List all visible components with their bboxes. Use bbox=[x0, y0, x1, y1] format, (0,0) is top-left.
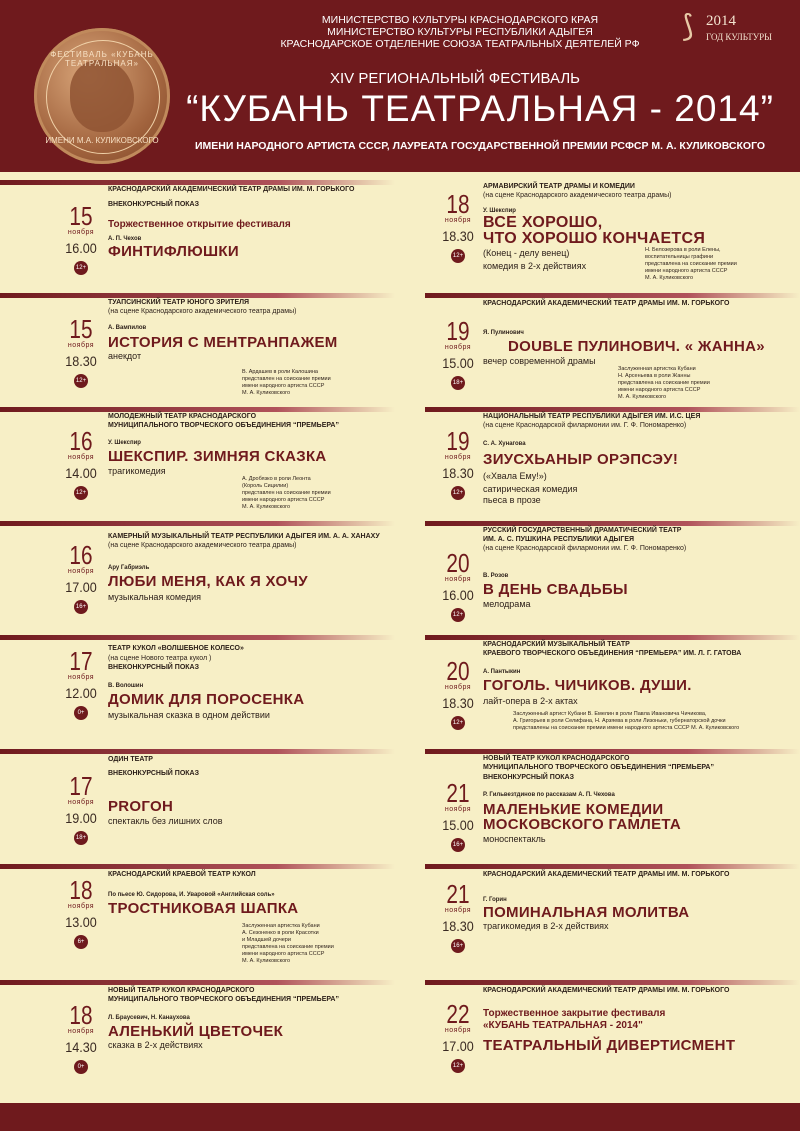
day: 17 bbox=[69, 646, 93, 676]
author: С. А. Хунагова bbox=[483, 441, 526, 447]
organizers bbox=[270, 14, 650, 50]
day: 16 bbox=[69, 426, 93, 456]
day: 20 bbox=[446, 656, 470, 686]
time: 16.00 bbox=[442, 587, 474, 603]
year-of-culture-logo bbox=[676, 10, 786, 50]
genre: трагикомедия в 2-х действиях bbox=[483, 921, 609, 931]
time: 14.30 bbox=[65, 1039, 97, 1055]
author: А. П. Чехов bbox=[108, 236, 142, 242]
age-badge: 12+ bbox=[74, 486, 88, 500]
play-title: ИСТОРИЯ С МЕНТРАНПАЖЕМ bbox=[108, 334, 338, 351]
genre-line3: пьеса в прозе bbox=[483, 495, 541, 505]
author: Г. Горин bbox=[483, 897, 507, 903]
date-block bbox=[431, 189, 485, 263]
note-line: М. А. Куликовского bbox=[618, 394, 667, 400]
program-entry bbox=[425, 180, 800, 285]
theatre-name: АРМАВИРСКИЙ ТЕАТР ДРАМЫ И КОМЕДИИ bbox=[483, 183, 635, 190]
day: 18 bbox=[446, 189, 470, 219]
author: А. Вампилов bbox=[108, 325, 147, 331]
play-title-line2: МОСКОВСКОГО ГАМЛЕТА bbox=[483, 816, 682, 833]
entry-divider bbox=[0, 980, 395, 985]
theatre-name-line2: МУНИЦИПАЛЬНОГО ТВОРЧЕСКОГО ОБЪЕДИНЕНИЯ “ПРЕМЬЕРА” bbox=[108, 996, 339, 1003]
portrait-icon bbox=[70, 60, 134, 132]
date-block bbox=[54, 314, 108, 388]
play-title: ТРОСТНИКОВАЯ ШАПКА bbox=[108, 900, 299, 917]
date-block bbox=[54, 201, 108, 275]
note-line: М. А. Куликовского bbox=[645, 275, 694, 281]
theatre-name-line2: ИМ. А. С. ПУШКИНА РЕСПУБЛИКИ АДЫГЕЯ bbox=[483, 536, 635, 543]
time: 19.00 bbox=[65, 810, 97, 826]
time: 12.00 bbox=[65, 685, 97, 701]
date-block bbox=[431, 999, 485, 1073]
day: 21 bbox=[446, 879, 470, 909]
author: Я. Пулинович bbox=[483, 330, 524, 336]
author: У. Шекспир bbox=[108, 440, 141, 446]
note-line: М. А. Куликовского bbox=[242, 504, 291, 510]
month: ноября bbox=[444, 576, 472, 583]
genre: (Конец - делу венец) bbox=[483, 248, 570, 258]
time: 16.00 bbox=[65, 240, 97, 256]
age-badge: 6+ bbox=[74, 935, 88, 949]
genre: спектакль без лишних слов bbox=[108, 816, 223, 826]
note-line: (Король Сицилии) bbox=[242, 483, 289, 489]
program-entry bbox=[0, 980, 395, 1090]
theatre-name: ОДИН ТЕАТР bbox=[108, 756, 153, 763]
play-title: ТЕАТРАЛЬНЫЙ ДИВЕРТИСМЕНТ bbox=[483, 1037, 736, 1054]
date-block bbox=[54, 875, 108, 949]
author: Л. Браусевич, Н. Канаухова bbox=[108, 1015, 190, 1021]
closing-ceremony-title: «КУБАНЬ ТЕАТРАЛЬНАЯ - 2014" bbox=[483, 1020, 643, 1031]
author: В. Волошин bbox=[108, 683, 144, 689]
genre-line2: комедия в 2-х действиях bbox=[483, 261, 587, 271]
venue: (на сцене Краснодарского академического театра драмы) bbox=[108, 542, 297, 549]
main-title: “КУБАНЬ ТЕАТРАЛЬНАЯ - 2014” bbox=[186, 88, 774, 129]
author: У. Шекспир bbox=[483, 208, 516, 214]
play-title: ФИНТИФЛЮШКИ bbox=[108, 243, 239, 260]
age-badge: 16+ bbox=[451, 939, 465, 953]
program-entry bbox=[425, 293, 800, 401]
time: 14.00 bbox=[65, 465, 97, 481]
theatre-name: МОЛОДЕЖНЫЙ ТЕАТР КРАСНОДАРСКОГО bbox=[108, 413, 257, 420]
month: ноября bbox=[444, 454, 472, 461]
theatre-name: НОВЫЙ ТЕАТР КУКОЛ КРАСНОДАРСКОГО bbox=[108, 987, 255, 994]
program-entry bbox=[0, 864, 395, 972]
organizer-line: МИНИСТЕРСТВО КУЛЬТУРЫ КРАСНОДАРСКОГО КРАЯ bbox=[321, 14, 599, 26]
note-line: представлен на соискание премии bbox=[242, 490, 331, 496]
note-line: В. Ардашев в роли Калошина bbox=[242, 369, 318, 375]
wheat-icon: ⟆ bbox=[682, 10, 694, 43]
time: 17.00 bbox=[442, 1038, 474, 1054]
festival-medal-logo bbox=[34, 28, 170, 164]
author: В. Розов bbox=[483, 573, 509, 579]
age-badge: 12+ bbox=[451, 486, 465, 500]
venue: (на сцене Краснодарского академического театра драмы) bbox=[108, 308, 297, 315]
age-badge: 12+ bbox=[451, 608, 465, 622]
theatre-name-line2: МУНИЦИПАЛЬНОГО ТВОРЧЕСКОГО ОБЪЕДИНЕНИЯ “ПРЕМЬЕРА” bbox=[483, 764, 714, 771]
entry-divider bbox=[0, 521, 395, 526]
non-competitive-label: ВНЕКОНКУРСНЫЙ ПОКАЗ bbox=[108, 770, 199, 777]
nomination-note bbox=[513, 711, 739, 732]
date-block bbox=[54, 540, 108, 614]
organizer-line: КРАСНОДАРСКОЕ ОТДЕЛЕНИЕ СОЮЗА ТЕАТРАЛЬНЫХ ДЕЯТЕЛЕЙ РФ bbox=[280, 38, 640, 50]
time: 17.00 bbox=[65, 579, 97, 595]
note-line: представлена на соискание премии bbox=[645, 261, 737, 267]
entry-divider bbox=[425, 293, 800, 298]
theatre-name: РУССКИЙ ГОСУДАРСТВЕННЫЙ ДРАМАТИЧЕСКИЙ ТЕАТР bbox=[483, 527, 682, 534]
day: 22 bbox=[446, 999, 470, 1029]
date-block bbox=[431, 778, 485, 852]
note-line: М. А. Куликовского bbox=[242, 958, 291, 964]
play-title: ШЕКСПИР. ЗИМНЯЯ СКАЗКА bbox=[108, 448, 327, 465]
date-block bbox=[54, 1000, 108, 1074]
time: 18.30 bbox=[442, 465, 474, 481]
note-line: А. Дробязко в роли Леонта bbox=[242, 476, 311, 482]
note-line: А. Григорьев в роли Селифана, Н. Арзяева в роли Лизоньки, губернаторской дочки bbox=[513, 718, 726, 724]
program-entry bbox=[425, 749, 800, 857]
age-badge: 12+ bbox=[451, 1059, 465, 1073]
month: ноября bbox=[444, 806, 472, 813]
non-competitive-label: ВНЕКОНКУРСНЫЙ ПОКАЗ bbox=[108, 201, 199, 208]
medal-text-bottom: ИМЕНИ М.А. КУЛИКОВСКОГО bbox=[45, 136, 159, 145]
program-entry bbox=[0, 180, 395, 285]
month: ноября bbox=[67, 342, 95, 349]
program-entry bbox=[0, 521, 395, 629]
genre-line2: сатирическая комедия bbox=[483, 484, 578, 494]
entry-divider bbox=[425, 864, 800, 869]
play-title: PROГОН bbox=[108, 798, 174, 815]
author: А. Пантыкин bbox=[483, 669, 521, 675]
time: 18.30 bbox=[65, 353, 97, 369]
theatre-name: ТУАПСИНСКИЙ ТЕАТР ЮНОГО ЗРИТЕЛЯ bbox=[108, 299, 250, 306]
age-badge: 12+ bbox=[74, 374, 88, 388]
festival-line: XIV РЕГИОНАЛЬНЫЙ ФЕСТИВАЛЬ bbox=[329, 70, 581, 87]
non-competitive-label: ВНЕКОНКУРСНЫЙ ПОКАЗ bbox=[108, 664, 199, 671]
theatre-name: КРАСНОДАРСКИЙ МУЗЫКАЛЬНЫЙ ТЕАТР bbox=[483, 641, 630, 648]
note-line: имени народного артиста СССР bbox=[645, 268, 728, 274]
genre: музыкальная комедия bbox=[108, 592, 202, 602]
note-line: представлен на соискание премии bbox=[242, 376, 331, 382]
date-block bbox=[431, 879, 485, 953]
poster-header bbox=[0, 0, 800, 172]
day: 18 bbox=[69, 1000, 93, 1030]
entry-divider bbox=[425, 980, 800, 985]
theatre-name-line2: КРАЕВОГО ТВОРЧЕСКОГО ОБЪЕДИНЕНИЯ “ПРЕМЬЕРА” ИМ. Л. Г. ГАТОВА bbox=[483, 650, 742, 657]
venue: (на сцене Краснодарского академического театра драмы) bbox=[483, 192, 672, 199]
opening-ceremony: Торжественное открытие фестиваля bbox=[108, 219, 291, 230]
program-entry bbox=[425, 864, 800, 972]
play-title: ПОМИНАЛЬНАЯ МОЛИТВА bbox=[483, 904, 690, 921]
note-line: А. Сезоненко в роли Красотки bbox=[242, 930, 319, 936]
venue: (на сцене Нового театра кукол ) bbox=[108, 655, 212, 662]
genre: («Хвала Ему!») bbox=[483, 471, 547, 481]
month: ноября bbox=[67, 1028, 95, 1035]
date-block bbox=[431, 656, 485, 730]
venue: (на сцене Краснодарской филармонии им. Г. Ф. Пономаренко) bbox=[483, 545, 687, 552]
note-line: имени народного артиста СССР bbox=[242, 497, 325, 503]
date-block bbox=[431, 426, 485, 500]
program-entry bbox=[0, 293, 395, 401]
program-entry bbox=[0, 407, 395, 515]
month: ноября bbox=[67, 568, 95, 575]
nomination-note bbox=[242, 923, 334, 965]
medal-text-top: ФЕСТИВАЛЬ «КУБАНЬ ТЕАТРАЛЬНАЯ» bbox=[50, 50, 154, 68]
program-entry bbox=[425, 407, 800, 515]
day: 15 bbox=[69, 201, 93, 231]
subtitle: ИМЕНИ НАРОДНОГО АРТИСТА СССР, ЛАУРЕАТА ГОСУДАРСТВЕННОЙ ПРЕМИИ РСФСР М. А. КУЛИКОВСКОГО bbox=[194, 140, 766, 152]
genre: анекдот bbox=[108, 351, 142, 361]
date-block bbox=[54, 426, 108, 500]
month: ноября bbox=[444, 907, 472, 914]
program-entry bbox=[425, 521, 800, 629]
day: 17 bbox=[69, 771, 93, 801]
non-competitive-label: ВНЕКОНКУРСНЫЙ ПОКАЗ bbox=[483, 774, 574, 781]
month: ноября bbox=[67, 799, 95, 806]
theatre-name: КРАСНОДАРСКИЙ АКАДЕМИЧЕСКИЙ ТЕАТР ДРАМЫ ИМ. М. ГОРЬКОГО bbox=[108, 186, 355, 193]
poster-footer bbox=[0, 1103, 800, 1131]
note-line: воспитательницы графини bbox=[645, 254, 714, 260]
age-badge: 0+ bbox=[74, 1060, 88, 1074]
genre: вечер современной драмы bbox=[483, 356, 596, 366]
month: ноября bbox=[444, 684, 472, 691]
day: 18 bbox=[69, 875, 93, 905]
age-badge: 18+ bbox=[451, 376, 465, 390]
time: 18.30 bbox=[442, 918, 474, 934]
play-title: ЛЮБИ МЕНЯ, КАК Я ХОЧУ bbox=[108, 573, 308, 590]
nomination-note bbox=[242, 476, 331, 511]
nomination-note bbox=[645, 247, 737, 282]
play-title: DOUBLE ПУЛИНОВИЧ. « ЖАННА» bbox=[508, 338, 765, 355]
theatre-name: КАМЕРНЫЙ МУЗЫКАЛЬНЫЙ ТЕАТР РЕСПУБЛИКИ АДЫГЕЯ ИМ. А. А. ХАНАХУ bbox=[108, 533, 380, 540]
time: 13.00 bbox=[65, 914, 97, 930]
month: ноября bbox=[444, 217, 472, 224]
age-badge: 16+ bbox=[74, 600, 88, 614]
time: 15.00 bbox=[442, 817, 474, 833]
age-badge: 16+ bbox=[451, 838, 465, 852]
age-badge: 0+ bbox=[74, 706, 88, 720]
organizer-line: МИНИСТЕРСТВО КУЛЬТУРЫ РЕСПУБЛИКИ АДЫГЕЯ bbox=[327, 26, 593, 38]
author: Р. Гильвезтдинов по рассказам А. П. Чехова bbox=[483, 792, 615, 798]
program-entry bbox=[425, 635, 800, 743]
theatre-name: КРАСНОДАРСКИЙ АКАДЕМИЧЕСКИЙ ТЕАТР ДРАМЫ ИМ. М. ГОРЬКОГО bbox=[483, 300, 730, 307]
note-line: и Младшей дочери bbox=[242, 937, 291, 943]
venue: (на сцене Краснодарской филармонии им. Г. Ф. Пономаренко) bbox=[483, 422, 687, 429]
note-line: Н. Арсеньева в роли Жанны bbox=[618, 373, 691, 379]
theatre-name-line2: МУНИЦИПАЛЬНОГО ТВОРЧЕСКОГО ОБЪЕДИНЕНИЯ “ПРЕМЬЕРА” bbox=[108, 422, 339, 429]
play-title: МАЛЕНЬКИЕ КОМЕДИИ bbox=[483, 801, 664, 818]
note-line: Заслуженная артистка Кубани bbox=[618, 366, 696, 372]
genre: трагикомедия bbox=[108, 466, 166, 476]
logo-year: 2014 bbox=[706, 13, 736, 29]
entry-divider bbox=[0, 864, 395, 869]
theatre-name: ТЕАТР КУКОЛ «ВОЛШЕБНОЕ КОЛЕСО» bbox=[108, 645, 244, 652]
day: 20 bbox=[446, 548, 470, 578]
program-entry bbox=[0, 635, 395, 743]
play-title: ДОМИК ДЛЯ ПОРОСЕНКА bbox=[108, 691, 305, 708]
program-entry bbox=[0, 749, 395, 857]
author: По пьесе Ю. Сидорова, И. Уваровой «Английская соль» bbox=[108, 892, 275, 898]
note-line: представлена на соискание премии bbox=[242, 944, 334, 950]
day: 16 bbox=[69, 540, 93, 570]
genre: моноспектакль bbox=[483, 834, 546, 844]
author: Ару Габриэль bbox=[108, 565, 150, 571]
nomination-note bbox=[242, 369, 331, 397]
theatre-name: КРАСНОДАРСКИЙ АКАДЕМИЧЕСКИЙ ТЕАТР ДРАМЫ ИМ. М. ГОРЬКОГО bbox=[483, 987, 730, 994]
month: ноября bbox=[67, 229, 95, 236]
time: 18.30 bbox=[442, 695, 474, 711]
day: 21 bbox=[446, 778, 470, 808]
note-line: М. А. Куликовского bbox=[242, 390, 291, 396]
theatre-name: КРАСНОДАРСКИЙ КРАЕВОЙ ТЕАТР КУКОЛ bbox=[108, 871, 256, 878]
note-line: имени народного артиста СССР bbox=[242, 383, 325, 389]
genre: лайт-опера в 2-х актах bbox=[483, 696, 578, 706]
age-badge: 12+ bbox=[451, 249, 465, 263]
note-line: представлена на соискание премии bbox=[618, 380, 710, 386]
entry-divider bbox=[0, 749, 395, 754]
time: 18.30 bbox=[442, 228, 474, 244]
note-line: Заслуженная артистка Кубани bbox=[242, 923, 320, 929]
note-line: имени народного артиста СССР bbox=[242, 951, 325, 957]
theatre-name: НАЦИОНАЛЬНЫЙ ТЕАТР РЕСПУБЛИКИ АДЫГЕЯ ИМ. И.С. ЦЕЯ bbox=[483, 413, 701, 420]
note-line: Н. Белозерова в роли Елены, bbox=[645, 247, 721, 253]
date-block bbox=[54, 771, 108, 845]
genre: мелодрама bbox=[483, 599, 531, 609]
play-title: АЛЕНЬКИЙ ЦВЕТОЧЕК bbox=[108, 1023, 284, 1040]
note-line: имени народного артиста СССР bbox=[618, 387, 701, 393]
logo-caption: ГОД КУЛЬТУРЫ bbox=[706, 32, 772, 42]
theatre-name: КРАСНОДАРСКИЙ АКАДЕМИЧЕСКИЙ ТЕАТР ДРАМЫ ИМ. М. ГОРЬКОГО bbox=[483, 871, 730, 878]
program-entry bbox=[425, 980, 800, 1090]
month: ноября bbox=[67, 903, 95, 910]
play-title: ГОГОЛЬ. ЧИЧИКОВ. ДУШИ. bbox=[483, 677, 692, 694]
genre: сказка в 2-х действиях bbox=[108, 1040, 203, 1050]
date-block bbox=[431, 548, 485, 622]
age-badge: 12+ bbox=[74, 261, 88, 275]
day: 19 bbox=[446, 316, 470, 346]
theatre-name: НОВЫЙ ТЕАТР КУКОЛ КРАСНОДАРСКОГО bbox=[483, 755, 630, 762]
play-title: В ДЕНЬ СВАДЬБЫ bbox=[483, 581, 628, 598]
play-title: ВСЕ ХОРОШО, bbox=[483, 214, 603, 231]
month: ноября bbox=[444, 344, 472, 351]
note-line: представлены на соискание премии имени народного артиста СССР М. А. Куликовского bbox=[513, 725, 740, 731]
month: ноября bbox=[67, 454, 95, 461]
date-block bbox=[54, 646, 108, 720]
month: ноября bbox=[67, 674, 95, 681]
day: 15 bbox=[69, 314, 93, 344]
month: ноября bbox=[444, 1027, 472, 1034]
closing-ceremony: Торжественное закрытие фестиваля bbox=[483, 1008, 666, 1019]
genre: музыкальная сказка в одном действии bbox=[108, 710, 270, 720]
day: 19 bbox=[446, 426, 470, 456]
play-title-line2: ЧТО ХОРОШО КОНЧАЕТСЯ bbox=[483, 230, 706, 247]
entry-divider bbox=[0, 635, 395, 640]
play-title: ЗИУСХЬАНЫР ОРЭПСЭУ! bbox=[483, 451, 679, 468]
nomination-note bbox=[618, 366, 710, 401]
date-block bbox=[431, 316, 485, 390]
time: 15.00 bbox=[442, 355, 474, 371]
age-badge: 18+ bbox=[74, 831, 88, 845]
note-line: Заслуженный артист Кубани В. Емелин в роли Павла Ивановича Чичикова, bbox=[513, 711, 707, 717]
age-badge: 12+ bbox=[451, 716, 465, 730]
